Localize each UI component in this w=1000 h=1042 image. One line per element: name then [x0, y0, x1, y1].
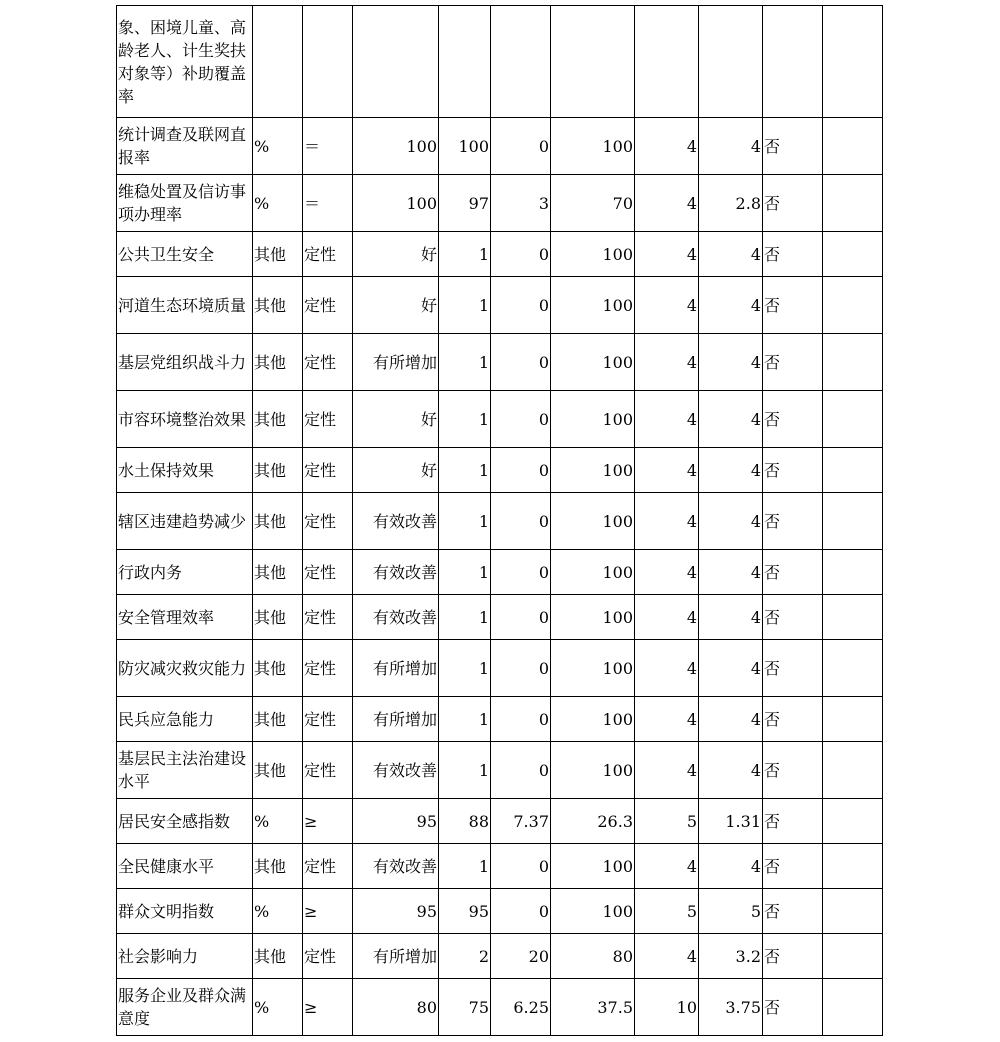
indicator-name-cell: 全民健康水平 — [117, 844, 253, 889]
score-cell: 3.2 — [699, 934, 763, 979]
score-rate-cell: 100 — [551, 493, 635, 550]
table-row — [117, 640, 883, 697]
table-row — [117, 448, 883, 493]
target-value-cell: 80 — [353, 979, 439, 1036]
weight-cell: 4 — [635, 175, 699, 232]
indicator-name-cell: 统计调查及联网直报率 — [117, 118, 253, 175]
flag-cell: 否 — [763, 979, 823, 1036]
score-rate-cell: 100 — [551, 697, 635, 742]
indicator-name-cell: 基层民主法治建设水平 — [117, 742, 253, 799]
unit-cell: 其他 — [253, 550, 303, 595]
target-value-cell: 好 — [353, 232, 439, 277]
target-value-cell: 有所增加 — [353, 697, 439, 742]
operator-cell: 定性 — [303, 334, 353, 391]
flag-cell: 否 — [763, 595, 823, 640]
score-cell: 4 — [699, 742, 763, 799]
weight-cell: 5 — [635, 889, 699, 934]
note-cell — [823, 799, 883, 844]
score-cell — [699, 6, 763, 118]
deviation-cell: 0 — [491, 742, 551, 799]
weight-cell: 4 — [635, 595, 699, 640]
indicator-name-cell: 辖区违建趋势减少 — [117, 493, 253, 550]
actual-value-cell: 95 — [439, 889, 491, 934]
table-row — [117, 595, 883, 640]
score-rate-cell: 100 — [551, 742, 635, 799]
score-rate-cell: 26.3 — [551, 799, 635, 844]
table-row — [117, 799, 883, 844]
unit-cell: 其他 — [253, 742, 303, 799]
deviation-cell: 0 — [491, 889, 551, 934]
unit-cell — [253, 6, 303, 118]
deviation-cell: 0 — [491, 334, 551, 391]
actual-value-cell: 1 — [439, 232, 491, 277]
actual-value-cell: 97 — [439, 175, 491, 232]
target-value-cell: 有效改善 — [353, 742, 439, 799]
actual-value-cell: 1 — [439, 595, 491, 640]
indicator-name-cell: 市容环境整治效果 — [117, 391, 253, 448]
table-row — [117, 493, 883, 550]
weight-cell: 5 — [635, 799, 699, 844]
target-value-cell: 100 — [353, 118, 439, 175]
unit-cell: % — [253, 979, 303, 1036]
unit-cell: % — [253, 175, 303, 232]
note-cell — [823, 595, 883, 640]
table-row — [117, 844, 883, 889]
deviation-cell: 7.37 — [491, 799, 551, 844]
note-cell — [823, 934, 883, 979]
table-row — [117, 232, 883, 277]
note-cell — [823, 493, 883, 550]
note-cell — [823, 6, 883, 118]
actual-value-cell: 2 — [439, 934, 491, 979]
note-cell — [823, 697, 883, 742]
target-value-cell — [353, 6, 439, 118]
flag-cell: 否 — [763, 550, 823, 595]
table-row — [117, 175, 883, 232]
deviation-cell: 0 — [491, 277, 551, 334]
actual-value-cell: 1 — [439, 550, 491, 595]
score-rate-cell: 37.5 — [551, 979, 635, 1036]
operator-cell: 定性 — [303, 277, 353, 334]
score-cell: 2.8 — [699, 175, 763, 232]
target-value-cell: 好 — [353, 391, 439, 448]
note-cell — [823, 448, 883, 493]
weight-cell: 10 — [635, 979, 699, 1036]
unit-cell: 其他 — [253, 334, 303, 391]
unit-cell: 其他 — [253, 844, 303, 889]
indicator-name-cell: 水土保持效果 — [117, 448, 253, 493]
score-rate-cell: 100 — [551, 550, 635, 595]
deviation-cell: 6.25 — [491, 979, 551, 1036]
operator-cell: ＝ — [303, 118, 353, 175]
note-cell — [823, 550, 883, 595]
target-value-cell: 好 — [353, 277, 439, 334]
flag-cell: 否 — [763, 232, 823, 277]
weight-cell: 4 — [635, 448, 699, 493]
unit-cell: % — [253, 889, 303, 934]
deviation-cell: 3 — [491, 175, 551, 232]
actual-value-cell: 1 — [439, 844, 491, 889]
score-cell: 3.75 — [699, 979, 763, 1036]
operator-cell: 定性 — [303, 493, 353, 550]
unit-cell: % — [253, 799, 303, 844]
actual-value-cell: 75 — [439, 979, 491, 1036]
note-cell — [823, 118, 883, 175]
indicator-name-cell: 服务企业及群众满意度 — [117, 979, 253, 1036]
flag-cell: 否 — [763, 118, 823, 175]
target-value-cell: 有效改善 — [353, 844, 439, 889]
note-cell — [823, 889, 883, 934]
operator-cell: 定性 — [303, 934, 353, 979]
deviation-cell: 0 — [491, 448, 551, 493]
weight-cell: 4 — [635, 118, 699, 175]
note-cell — [823, 277, 883, 334]
table-row — [117, 277, 883, 334]
score-rate-cell: 100 — [551, 334, 635, 391]
target-value-cell: 95 — [353, 889, 439, 934]
weight-cell: 4 — [635, 334, 699, 391]
flag-cell: 否 — [763, 844, 823, 889]
actual-value-cell: 1 — [439, 448, 491, 493]
flag-cell: 否 — [763, 334, 823, 391]
note-cell — [823, 175, 883, 232]
deviation-cell: 0 — [491, 595, 551, 640]
note-cell — [823, 742, 883, 799]
deviation-cell — [491, 6, 551, 118]
note-cell — [823, 979, 883, 1036]
score-rate-cell: 100 — [551, 640, 635, 697]
operator-cell: 定性 — [303, 697, 353, 742]
table-body — [117, 6, 883, 1036]
operator-cell: ≥ — [303, 799, 353, 844]
flag-cell: 否 — [763, 175, 823, 232]
table-row — [117, 391, 883, 448]
unit-cell: % — [253, 118, 303, 175]
deviation-cell: 20 — [491, 934, 551, 979]
operator-cell: ≥ — [303, 889, 353, 934]
weight-cell: 4 — [635, 697, 699, 742]
score-cell: 4 — [699, 640, 763, 697]
table-row — [117, 697, 883, 742]
operator-cell: 定性 — [303, 742, 353, 799]
indicator-name-cell: 社会影响力 — [117, 934, 253, 979]
score-cell: 4 — [699, 844, 763, 889]
weight-cell: 4 — [635, 934, 699, 979]
operator-cell: 定性 — [303, 844, 353, 889]
operator-cell: 定性 — [303, 391, 353, 448]
score-cell: 4 — [699, 391, 763, 448]
indicator-table — [116, 5, 883, 1036]
note-cell — [823, 334, 883, 391]
flag-cell — [763, 6, 823, 118]
indicator-name-cell: 群众文明指数 — [117, 889, 253, 934]
target-value-cell: 95 — [353, 799, 439, 844]
score-rate-cell: 100 — [551, 595, 635, 640]
actual-value-cell: 1 — [439, 640, 491, 697]
target-value-cell: 有效改善 — [353, 595, 439, 640]
score-rate-cell: 100 — [551, 391, 635, 448]
table-row — [117, 934, 883, 979]
flag-cell: 否 — [763, 640, 823, 697]
actual-value-cell: 1 — [439, 334, 491, 391]
indicator-name-cell: 民兵应急能力 — [117, 697, 253, 742]
actual-value-cell: 100 — [439, 118, 491, 175]
table-row — [117, 889, 883, 934]
score-cell: 4 — [699, 697, 763, 742]
score-rate-cell: 100 — [551, 232, 635, 277]
indicator-name-cell: 河道生态环境质量 — [117, 277, 253, 334]
table-row — [117, 550, 883, 595]
score-cell: 5 — [699, 889, 763, 934]
table-row — [117, 6, 883, 118]
flag-cell: 否 — [763, 493, 823, 550]
operator-cell: ≥ — [303, 979, 353, 1036]
score-rate-cell: 80 — [551, 934, 635, 979]
target-value-cell: 有效改善 — [353, 493, 439, 550]
flag-cell: 否 — [763, 742, 823, 799]
indicator-name-cell: 公共卫生安全 — [117, 232, 253, 277]
note-cell — [823, 232, 883, 277]
flag-cell: 否 — [763, 934, 823, 979]
flag-cell: 否 — [763, 889, 823, 934]
weight-cell: 4 — [635, 550, 699, 595]
score-cell: 4 — [699, 277, 763, 334]
indicator-name-cell: 居民安全感指数 — [117, 799, 253, 844]
flag-cell: 否 — [763, 448, 823, 493]
unit-cell: 其他 — [253, 640, 303, 697]
deviation-cell: 0 — [491, 640, 551, 697]
score-cell: 4 — [699, 550, 763, 595]
score-rate-cell: 70 — [551, 175, 635, 232]
score-rate-cell — [551, 6, 635, 118]
operator-cell: 定性 — [303, 595, 353, 640]
table-row — [117, 979, 883, 1036]
score-cell: 4 — [699, 493, 763, 550]
deviation-cell: 0 — [491, 493, 551, 550]
flag-cell: 否 — [763, 799, 823, 844]
score-cell: 4 — [699, 334, 763, 391]
weight-cell: 4 — [635, 277, 699, 334]
weight-cell: 4 — [635, 640, 699, 697]
actual-value-cell: 88 — [439, 799, 491, 844]
flag-cell: 否 — [763, 391, 823, 448]
actual-value-cell: 1 — [439, 742, 491, 799]
actual-value-cell: 1 — [439, 493, 491, 550]
deviation-cell: 0 — [491, 697, 551, 742]
unit-cell: 其他 — [253, 934, 303, 979]
score-cell: 4 — [699, 232, 763, 277]
unit-cell: 其他 — [253, 448, 303, 493]
indicator-name-cell: 防灾减灾救灾能力 — [117, 640, 253, 697]
target-value-cell: 好 — [353, 448, 439, 493]
note-cell — [823, 844, 883, 889]
operator-cell: 定性 — [303, 232, 353, 277]
target-value-cell: 100 — [353, 175, 439, 232]
indicator-name-cell: 象、困境儿童、高龄老人、计生奖扶对象等）补助覆盖率 — [117, 6, 253, 118]
score-cell: 4 — [699, 118, 763, 175]
score-rate-cell: 100 — [551, 889, 635, 934]
deviation-cell: 0 — [491, 118, 551, 175]
score-rate-cell: 100 — [551, 277, 635, 334]
operator-cell — [303, 6, 353, 118]
actual-value-cell: 1 — [439, 391, 491, 448]
actual-value-cell — [439, 6, 491, 118]
operator-cell: 定性 — [303, 550, 353, 595]
score-cell: 4 — [699, 448, 763, 493]
table-row — [117, 334, 883, 391]
weight-cell: 4 — [635, 391, 699, 448]
score-rate-cell: 100 — [551, 118, 635, 175]
flag-cell: 否 — [763, 277, 823, 334]
weight-cell: 4 — [635, 844, 699, 889]
score-rate-cell: 100 — [551, 844, 635, 889]
table-row — [117, 118, 883, 175]
deviation-cell: 0 — [491, 232, 551, 277]
indicator-name-cell: 基层党组织战斗力 — [117, 334, 253, 391]
target-value-cell: 有所增加 — [353, 334, 439, 391]
unit-cell: 其他 — [253, 493, 303, 550]
unit-cell: 其他 — [253, 232, 303, 277]
target-value-cell: 有所增加 — [353, 640, 439, 697]
unit-cell: 其他 — [253, 277, 303, 334]
indicator-name-cell: 安全管理效率 — [117, 595, 253, 640]
weight-cell: 4 — [635, 493, 699, 550]
score-cell: 1.31 — [699, 799, 763, 844]
actual-value-cell: 1 — [439, 277, 491, 334]
indicator-name-cell: 行政内务 — [117, 550, 253, 595]
score-rate-cell: 100 — [551, 448, 635, 493]
operator-cell: 定性 — [303, 448, 353, 493]
operator-cell: ＝ — [303, 175, 353, 232]
table-row — [117, 742, 883, 799]
indicator-name-cell: 维稳处置及信访事项办理率 — [117, 175, 253, 232]
deviation-cell: 0 — [491, 391, 551, 448]
unit-cell: 其他 — [253, 391, 303, 448]
score-cell: 4 — [699, 595, 763, 640]
actual-value-cell: 1 — [439, 697, 491, 742]
deviation-cell: 0 — [491, 844, 551, 889]
flag-cell: 否 — [763, 697, 823, 742]
deviation-cell: 0 — [491, 550, 551, 595]
note-cell — [823, 640, 883, 697]
unit-cell: 其他 — [253, 595, 303, 640]
target-value-cell: 有所增加 — [353, 934, 439, 979]
weight-cell — [635, 6, 699, 118]
target-value-cell: 有效改善 — [353, 550, 439, 595]
unit-cell: 其他 — [253, 697, 303, 742]
operator-cell: 定性 — [303, 640, 353, 697]
weight-cell: 4 — [635, 742, 699, 799]
weight-cell: 4 — [635, 232, 699, 277]
note-cell — [823, 391, 883, 448]
